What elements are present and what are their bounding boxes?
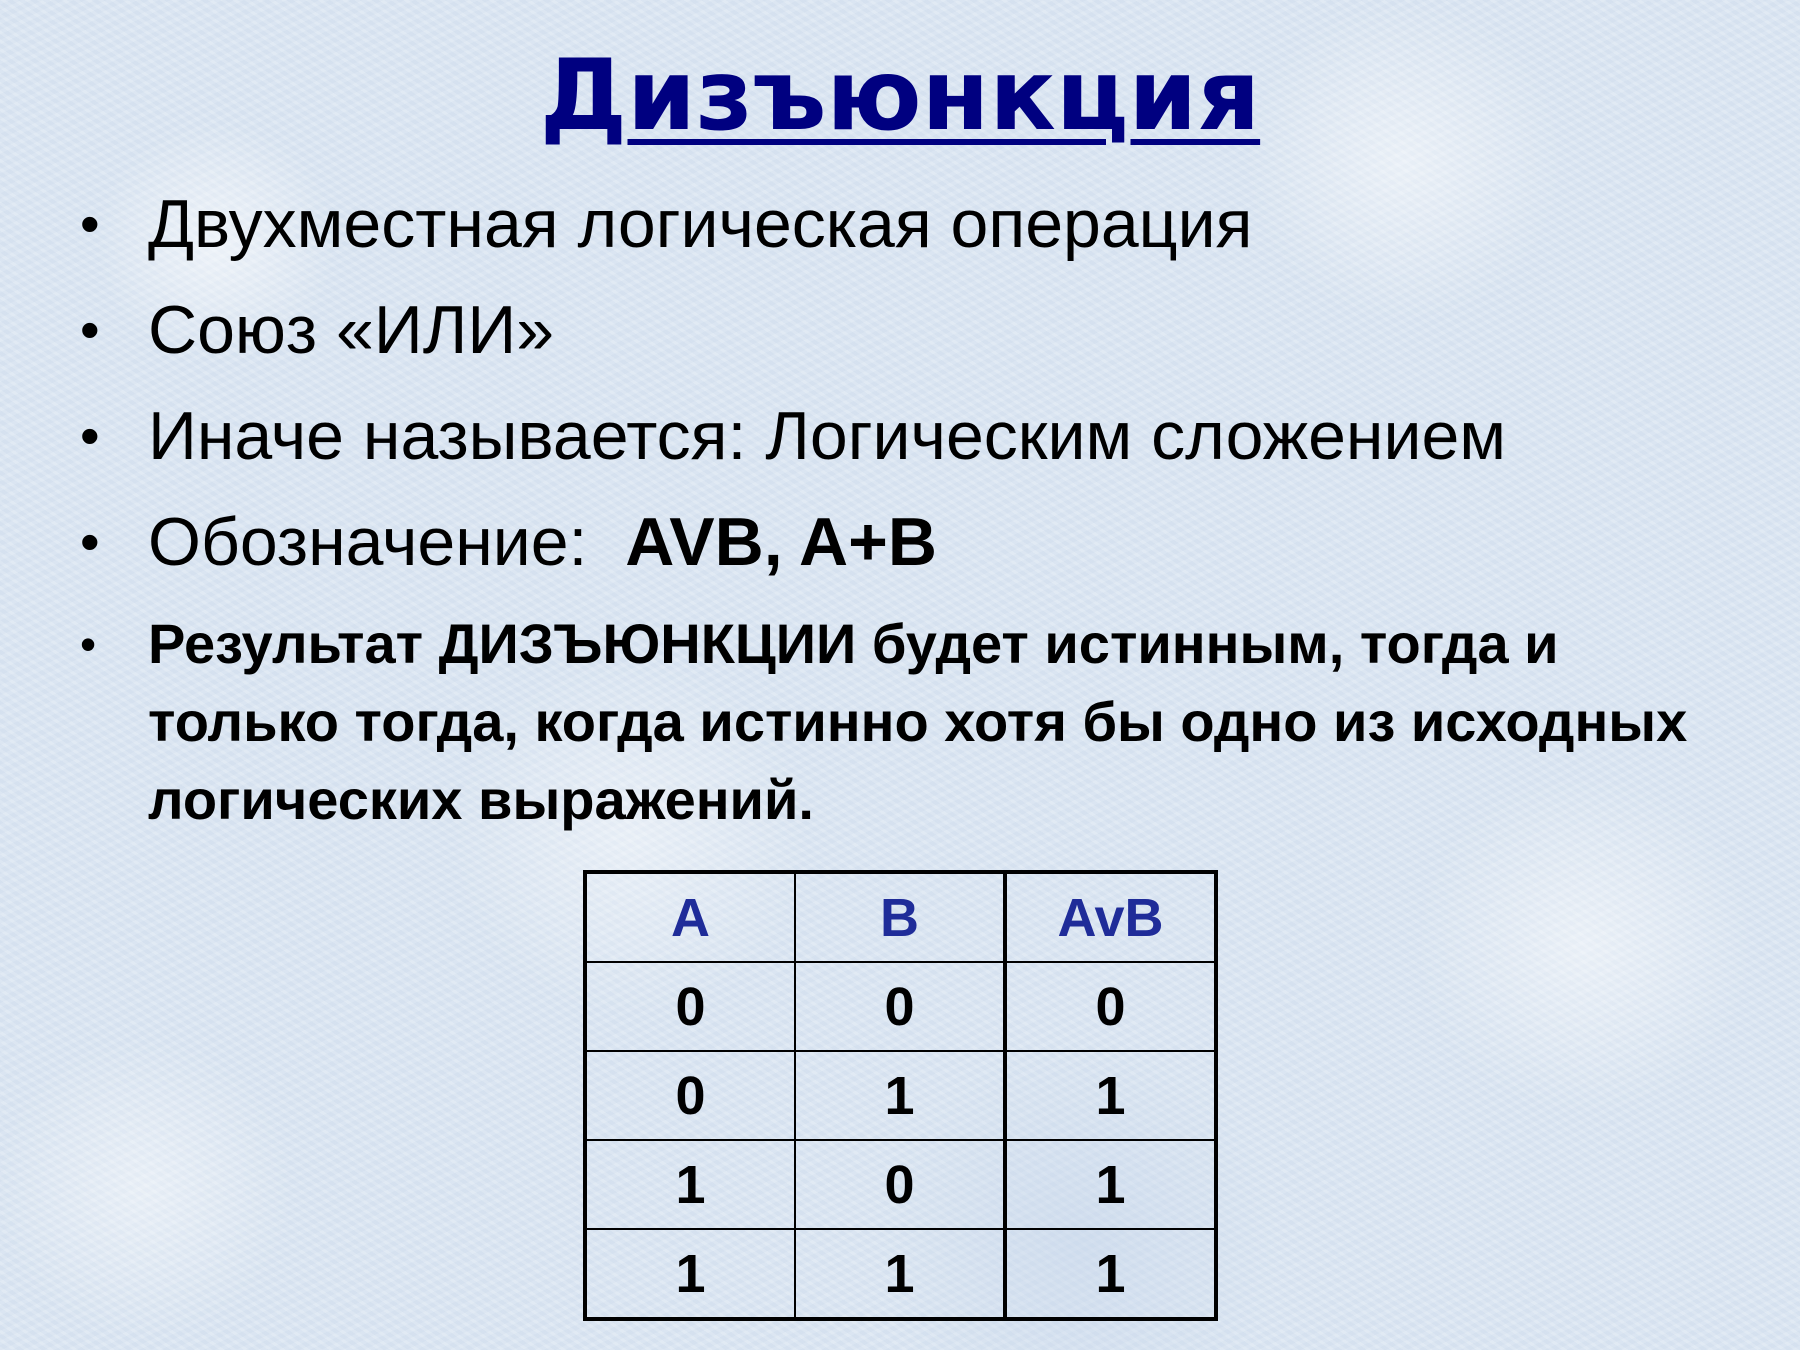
table-cell: 1 [585,1229,795,1319]
table-cell: 1 [1005,1051,1216,1140]
table-cell: 1 [1005,1229,1216,1319]
table-cell: 1 [585,1140,795,1229]
bullet-item-notation [80,502,1760,582]
table-cell: 0 [795,962,1005,1051]
bullet-marker: • [80,510,100,573]
bullet-marker: • [80,618,97,670]
bullet-item-alias [80,396,1760,476]
bullet-marker: • [80,192,100,255]
column-header-a: A [585,872,795,962]
bullet-item-operation [80,184,1760,264]
table-cell: 0 [795,1140,1005,1229]
table-cell: 0 [585,1051,795,1140]
table-cell: 1 [795,1229,1005,1319]
bullet-item-conjunction [80,290,1760,370]
column-header-a-or-b: AvB [1005,872,1216,962]
bullet-text: Союз «ИЛИ» [148,292,555,368]
table-row [585,1051,1216,1140]
bullet-text [148,502,1760,582]
table-cell: 1 [1005,1140,1216,1229]
bullet-text: Результат ДИЗЪЮНКЦИИ будет истинным, тогда и только тогда, когда истинно хотя бы одно из исходных логических выражений. [148,612,1688,831]
bullet-marker: • [80,404,100,467]
table-header-row [585,872,1216,962]
slide-title: Дизъюнкция [539,39,1261,153]
truth-table [583,870,1218,1321]
table-cell: 1 [795,1051,1005,1140]
bullet-text: Иначе называется: Логическим сложением [148,398,1507,474]
column-header-b: B [795,872,1005,962]
table-row [585,962,1216,1051]
table-row [585,1229,1216,1319]
notation-label: Обозначение: [148,504,588,580]
bullet-item-result [80,605,1760,839]
bullet-marker: • [80,298,100,361]
bullet-text: Двухместная логическая операция [148,186,1253,262]
table-row [585,1140,1216,1229]
table-cell: 0 [1005,962,1216,1051]
notation-symbols: AVB, A+B [625,504,937,580]
table-cell: 0 [585,962,795,1051]
